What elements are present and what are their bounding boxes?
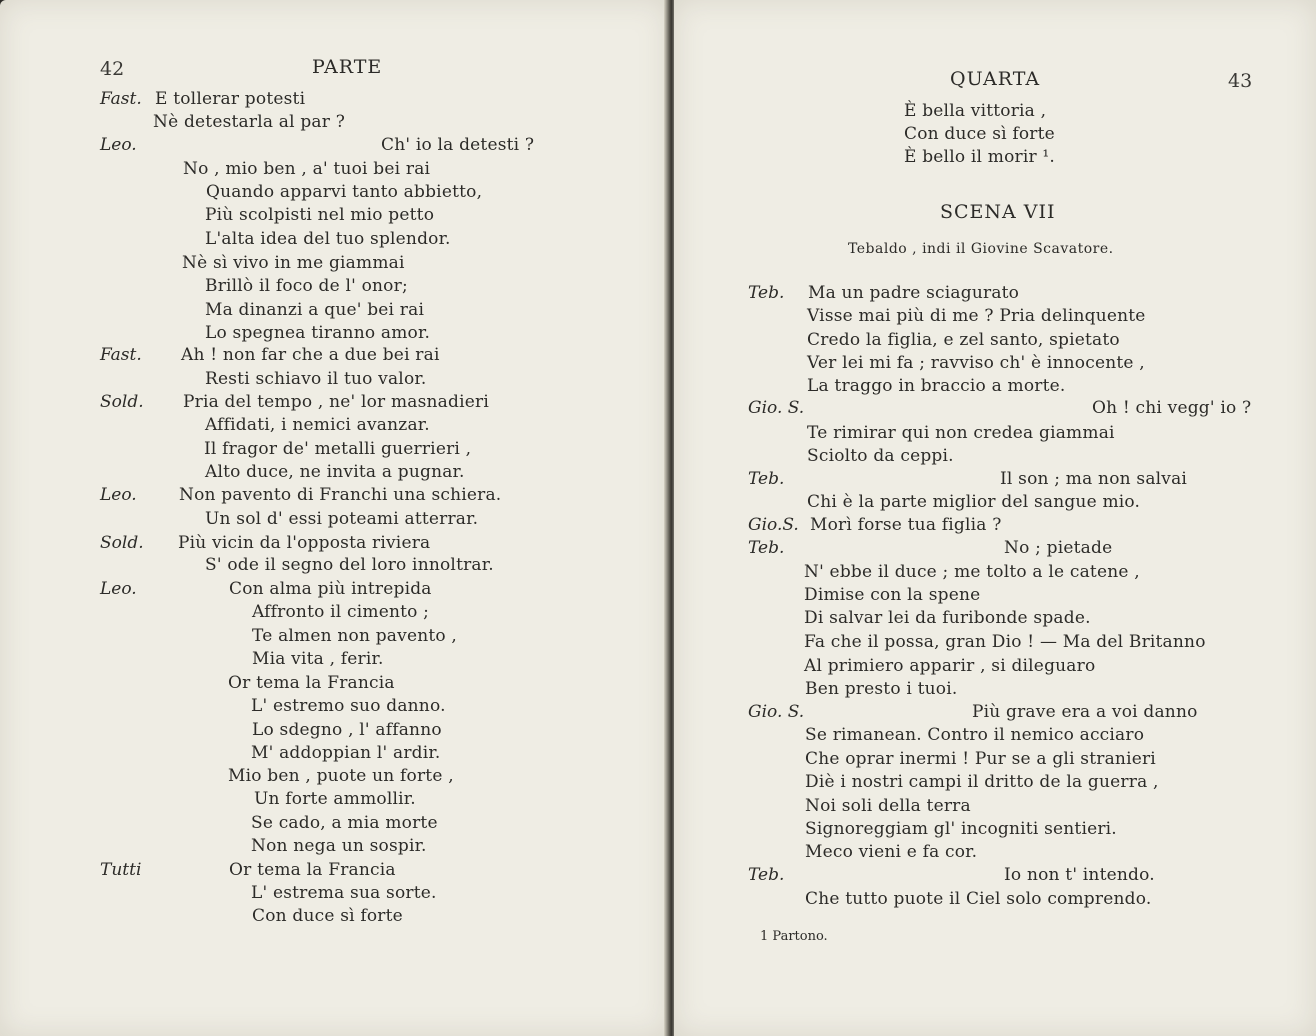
verse-line: Pria del tempo , ne' lor masnadieri xyxy=(183,392,489,412)
verse-line: Ma un padre sciagurato xyxy=(808,283,1020,303)
verse-line: Affidati, i nemici avanzar. xyxy=(205,415,430,435)
page-number-left: 42 xyxy=(100,58,125,80)
verse-line: Meco vieni e fa cor. xyxy=(805,842,978,862)
running-head-right: QUARTA xyxy=(950,68,1041,90)
verse-line: Che tutto puote il Ciel solo comprendo. xyxy=(805,889,1152,909)
verse-line: Visse mai più di me ? Pria delinquente xyxy=(807,306,1146,326)
speaker-name: Sold. xyxy=(100,533,144,553)
verse-line: M' addoppian l' ardir. xyxy=(251,743,441,763)
verse-line: Al primiero apparir , si dileguaro xyxy=(804,656,1096,676)
verse-line: Che oprar inermi ! Pur se a gli stranieri xyxy=(805,749,1156,769)
verse-line: Un forte ammollir. xyxy=(254,789,416,809)
verse-line: Più scolpisti nel mio petto xyxy=(205,205,435,225)
scene-title: SCENA VII xyxy=(940,201,1056,223)
speaker-name: Gio. S. xyxy=(748,702,805,722)
verse-line: Or tema la Francia xyxy=(229,860,396,880)
verse-line: Ah ! non far che a due bei rai xyxy=(181,345,440,365)
speaker-name: Tutti xyxy=(100,860,142,880)
verse-line: Io non t' intendo. xyxy=(1004,865,1155,885)
verse-line: Signoreggiam gl' incogniti sentieri. xyxy=(805,819,1117,839)
verse-line: Se rimanean. Contro il nemico acciaro xyxy=(805,725,1145,745)
speaker-name: Fast. xyxy=(100,89,142,109)
verse-line: Brillò il foco de l' onor; xyxy=(205,276,408,296)
verse-line: Con duce sì forte xyxy=(252,906,403,926)
speaker-name: Gio. S. xyxy=(748,398,805,418)
verse-line: Sciolto da ceppi. xyxy=(807,446,954,466)
speaker-name: Teb. xyxy=(748,865,785,885)
verse-line: Ben presto i tuoi. xyxy=(805,679,958,699)
verse-line: La traggo in braccio a morte. xyxy=(807,376,1066,396)
verse-line: Affronto il cimento ; xyxy=(252,602,430,622)
verse-line: Se cado, a mia morte xyxy=(251,813,438,833)
verse-line: Un sol d' essi poteami atterrar. xyxy=(205,509,479,529)
verse-line: Più grave era a voi danno xyxy=(972,702,1198,722)
verse-line: S' ode il segno del loro innoltrar. xyxy=(205,555,494,575)
speaker-name: Teb. xyxy=(748,469,785,489)
right-page xyxy=(674,0,1316,1036)
verse-line: Resti schiavo il tuo valor. xyxy=(205,369,427,389)
speaker-name: Teb. xyxy=(748,283,785,303)
verse-line: Te rimirar qui non credea giammai xyxy=(807,423,1115,443)
verse-line: No , mio ben , a' tuoi bei rai xyxy=(183,159,431,179)
verse-line: Lo sdegno , l' affanno xyxy=(252,720,442,740)
running-head-left: PARTE xyxy=(312,56,383,78)
verse-line: Chi è la parte miglior del sangue mio. xyxy=(807,492,1141,512)
verse-line: Dimise con la spene xyxy=(804,585,981,605)
speaker-name: Fast. xyxy=(100,345,142,365)
speaker-name: Leo. xyxy=(100,135,137,155)
verse-line: L' estrema sua sorte. xyxy=(251,883,437,903)
verse-line: Ver lei mi fa ; ravviso ch' è innocente , xyxy=(807,353,1145,373)
verse-line: Mia vita , ferir. xyxy=(252,649,384,669)
verse-line: Con alma più intrepida xyxy=(229,579,432,599)
verse-line: Il fragor de' metalli guerrieri , xyxy=(204,439,472,459)
verse-line: Ch' io la detesti ? xyxy=(381,135,535,155)
verse-line: L'alta idea del tuo splendor. xyxy=(205,229,451,249)
verse-line: Oh ! chi vegg' io ? xyxy=(1092,398,1252,418)
speaker-name: Leo. xyxy=(100,579,137,599)
verse-line: Noi soli della terra xyxy=(805,796,971,816)
scene-subtitle: Tebaldo , indi il Giovine Scavatore. xyxy=(848,241,1114,257)
verse-line: N' ebbe il duce ; me tolto a le catene , xyxy=(804,562,1140,582)
verse-line: Credo la figlia, e zel santo, spietato xyxy=(807,330,1120,350)
verse-line: Nè sì vivo in me giammai xyxy=(182,253,405,273)
verse-line: Di salvar lei da furibonde spade. xyxy=(804,608,1091,628)
verse-line: Più vicin da l'opposta riviera xyxy=(178,533,431,553)
verse-line: Lo spegnea tiranno amor. xyxy=(205,323,431,343)
footnote: 1 Partono. xyxy=(760,929,828,944)
verse-line: Con duce sì forte xyxy=(904,124,1055,144)
verse-line: Morì forse tua figlia ? xyxy=(810,515,1002,535)
verse-line: Nè detestarla al par ? xyxy=(153,112,346,132)
speaker-name: Sold. xyxy=(100,392,144,412)
verse-line: Mio ben , puote un forte , xyxy=(228,766,454,786)
speaker-name: Gio.S. xyxy=(748,515,799,535)
verse-line: Te almen non pavento , xyxy=(252,626,458,646)
verse-line: Ma dinanzi a que' bei rai xyxy=(205,300,425,320)
verse-line: Or tema la Francia xyxy=(228,673,395,693)
verse-line: Il son ; ma non salvai xyxy=(1000,469,1188,489)
verse-line: Non nega un sospir. xyxy=(251,836,427,856)
verse-line: Non pavento di Franchi una schiera. xyxy=(179,485,502,505)
page-number-right: 43 xyxy=(1228,70,1253,92)
verse-line: Diè i nostri campi il dritto de la guerra , xyxy=(805,772,1159,792)
verse-line: Fa che il possa, gran Dio ! — Ma del Britanno xyxy=(804,632,1206,652)
verse-line: No ; pietade xyxy=(1004,538,1113,558)
speaker-name: Leo. xyxy=(100,485,137,505)
verse-line: Quando apparvi tanto abbietto, xyxy=(206,182,483,202)
verse-line: L' estremo suo danno. xyxy=(251,696,446,716)
speaker-name: Teb. xyxy=(748,538,785,558)
verse-line: Alto duce, ne invita a pugnar. xyxy=(205,462,465,482)
verse-line: È bello il morir ¹. xyxy=(904,147,1056,167)
verse-line: È bella vittoria , xyxy=(904,101,1047,121)
verse-line: E tollerar potesti xyxy=(155,89,306,109)
